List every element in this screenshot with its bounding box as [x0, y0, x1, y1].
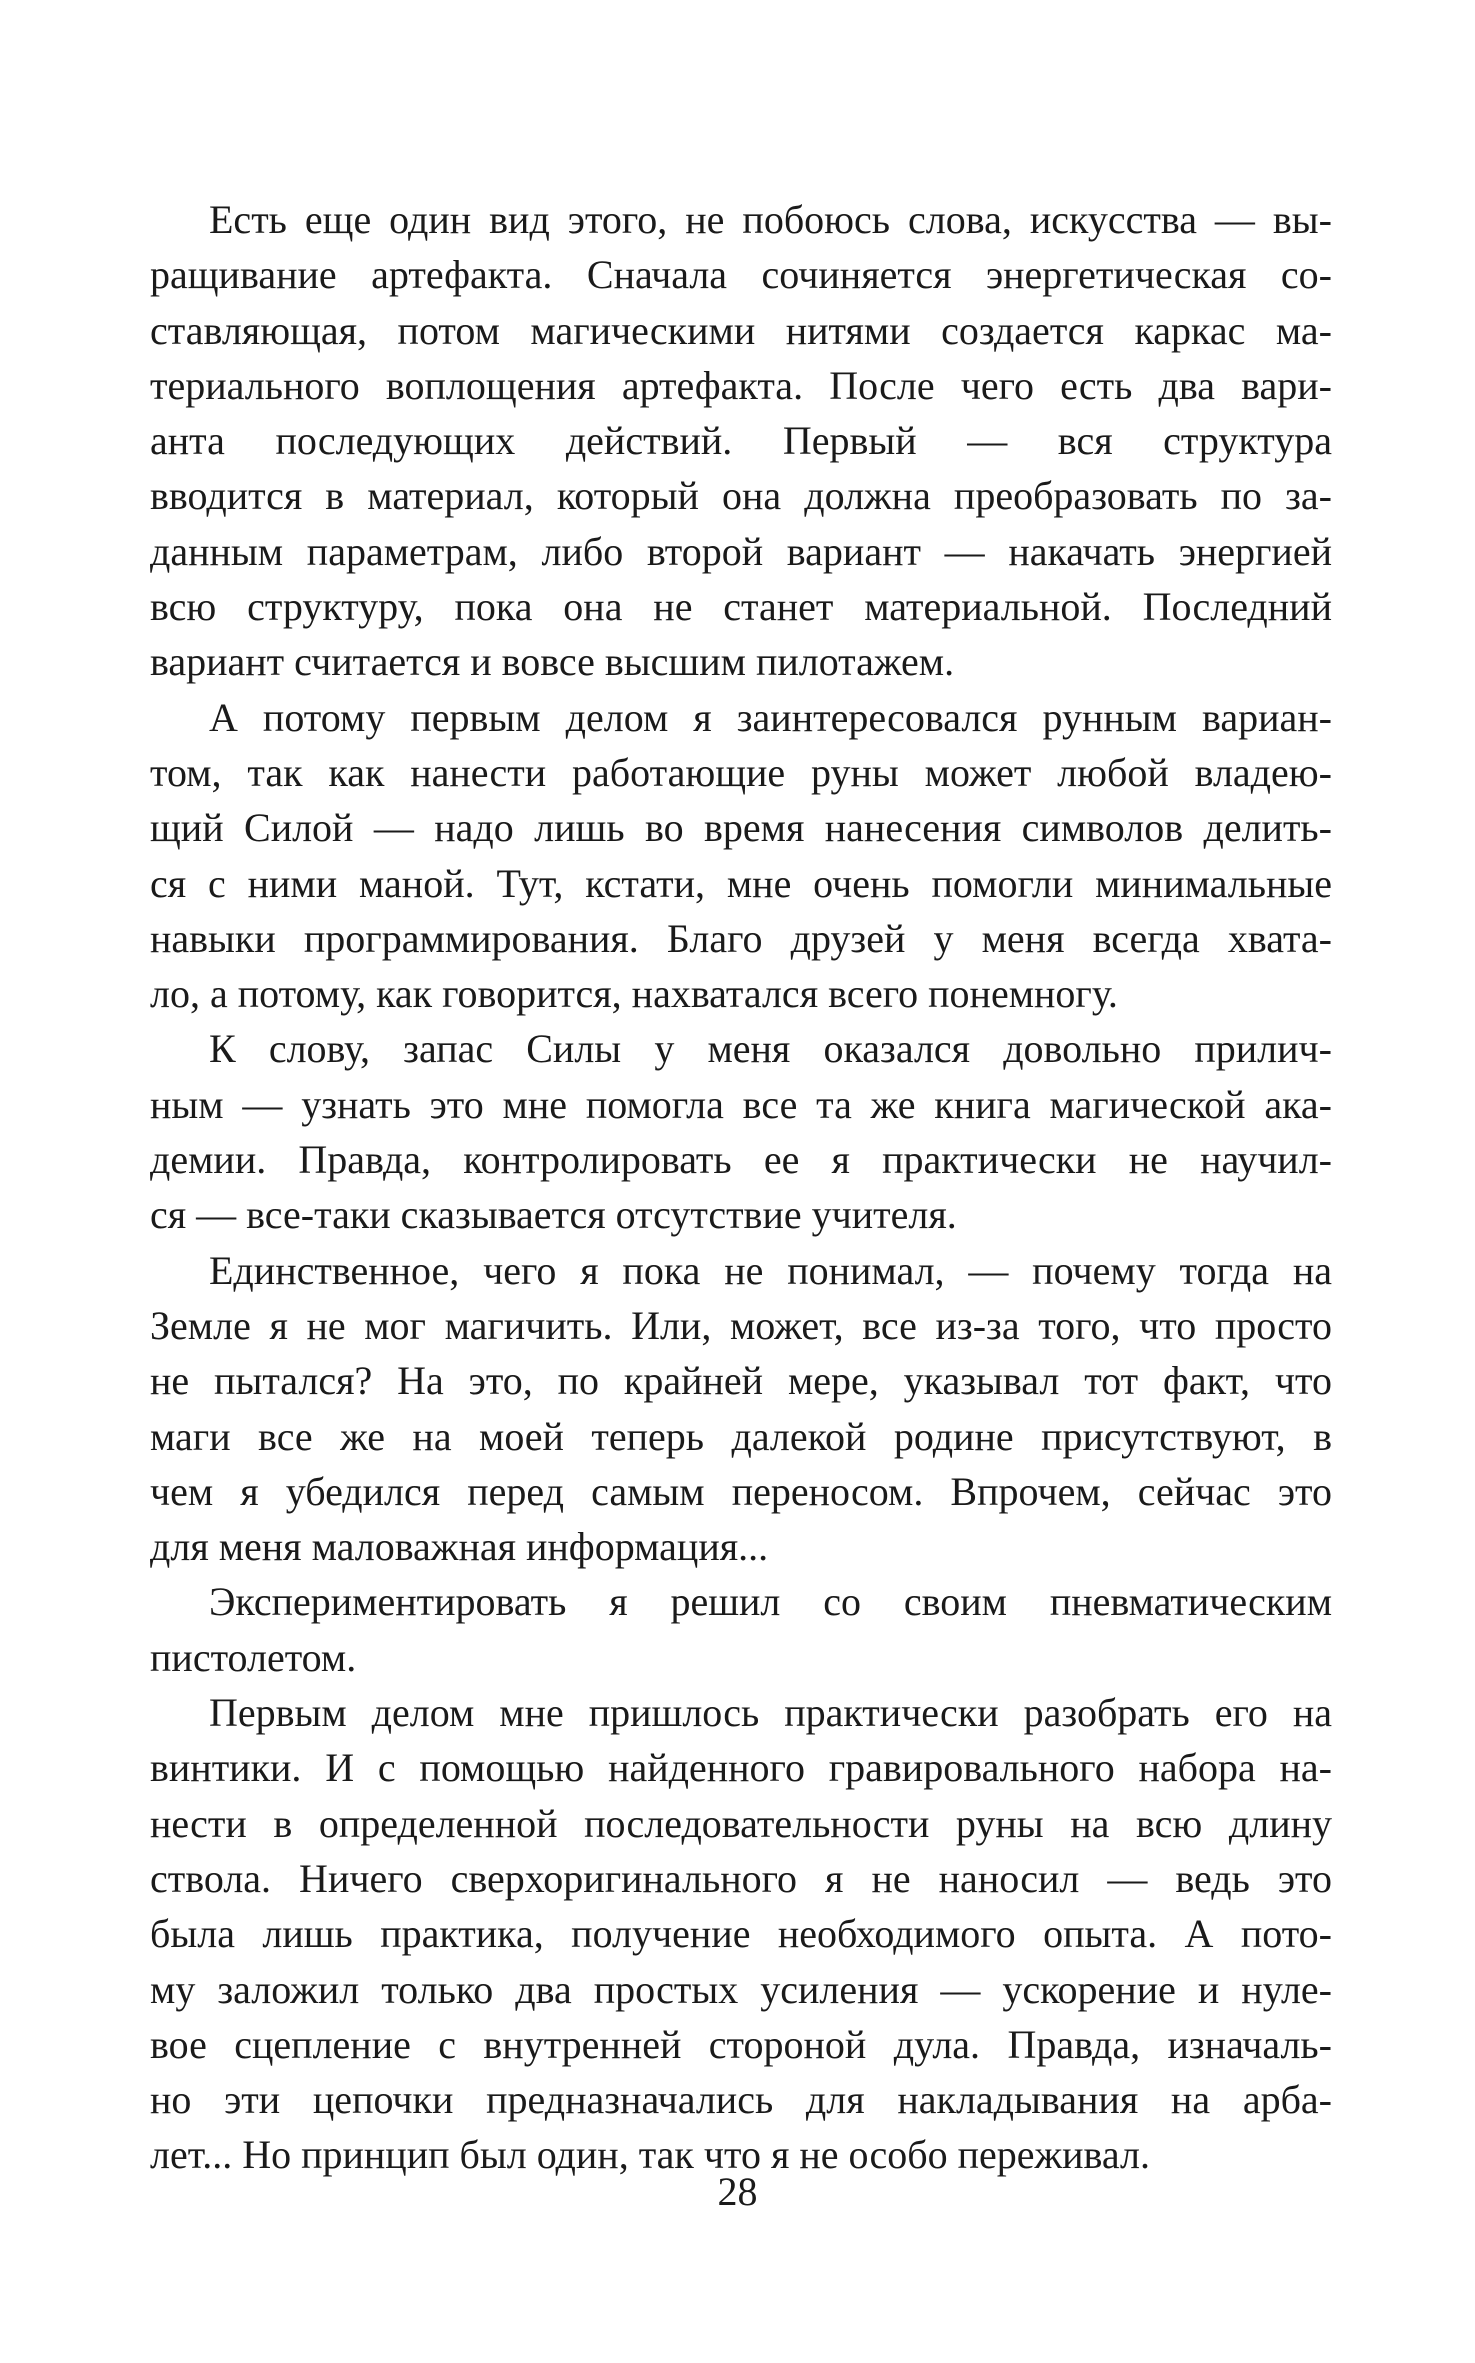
- text-line: щий Силой — надо лишь во время нанесения символов делить-: [150, 805, 1332, 851]
- text-line: данным параметрам, либо второй вариант — накачать энергией: [150, 528, 1332, 574]
- text-line: но эти цепочки предназначались для накладывания на арба-: [150, 2077, 1332, 2123]
- text-line: была лишь практика, получение необходимого опыта. А пото-: [150, 1911, 1332, 1957]
- text-line: Единственное, чего я пока не понимал, — почему тогда на: [209, 1247, 1332, 1293]
- text-line: всю структуру, пока она не станет материальной. Последний: [150, 584, 1332, 630]
- text-line: анта последующих действий. Первый — вся структура: [150, 418, 1332, 464]
- text-line: ставляющая, потом магическими нитями создается каркас ма-: [150, 307, 1332, 353]
- text-line: том, так как нанести работающие руны может любой владею-: [150, 749, 1332, 795]
- text-line: нести в определенной последовательности руны на всю длину: [150, 1800, 1332, 1846]
- text-line: навыки программирования. Благо друзей у меня всегда хвата-: [150, 915, 1332, 961]
- text-line: Есть еще один вид этого, не побоюсь слова, искусства — вы-: [209, 197, 1332, 242]
- body-text: [150, 192, 1332, 2183]
- text-line: винтики. И с помощью найденного гравировального набора на-: [150, 1745, 1332, 1791]
- text-line: не пытался? На это, по крайней мере, указывал тот факт, что: [150, 1358, 1332, 1404]
- text-line: ным — узнать это мне помогла все та же книга магической ака-: [150, 1081, 1332, 1127]
- text-line: Земле я не мог магичить. Или, может, все из-за того, что просто: [150, 1302, 1332, 1348]
- text-line: ращивание артефакта. Сначала сочиняется энергетическая со-: [150, 252, 1332, 298]
- text-line: лет... Но принцип был один, так что я не особо переживал.: [150, 2132, 1150, 2178]
- text-line: ствола. Ничего сверхоригинального я не наносил — ведь это: [150, 1855, 1332, 1901]
- text-line: А потому первым делом я заинтересовался рунным вариан-: [209, 694, 1332, 740]
- text-line: вариант считается и вовсе высшим пилотажем.: [150, 639, 955, 685]
- text-line: ло, а потому, как говорится, нахватался всего понемногу.: [150, 971, 1118, 1017]
- page-number: 28: [717, 2169, 758, 2214]
- text-line: му заложил только два простых усиления — ускорение и нуле-: [150, 1966, 1332, 2012]
- text-line: вое сцепление с внутренней стороной дула. Правда, изначаль-: [150, 2021, 1332, 2067]
- text-line: чем я убедился перед самым переносом. Впрочем, сейчас это: [150, 1468, 1332, 1514]
- text-line: демии. Правда, контролировать ее я практически не научил-: [150, 1137, 1332, 1183]
- text-line: териального воплощения артефакта. После чего есть два вари-: [150, 362, 1332, 408]
- text-line: Первым делом мне пришлось практически разобрать его на: [209, 1690, 1332, 1736]
- text-line: маги все же на моей теперь далекой родине присутствуют, в: [150, 1413, 1332, 1459]
- text-line: для меня маловажная информация...: [150, 1524, 769, 1570]
- text-line: ся с ними маной. Тут, кстати, мне очень помогли минимальные: [150, 860, 1332, 906]
- text-line: вводится в материал, который она должна преобразовать по за-: [150, 473, 1332, 519]
- text-line: Экспериментировать я решил со своим пневматическим: [209, 1579, 1332, 1625]
- text-line: пистолетом.: [150, 1634, 357, 1680]
- text-line: К слову, запас Силы у меня оказался довольно прилич-: [209, 1026, 1332, 1072]
- text-line: ся — все-таки сказывается отсутствие учителя.: [150, 1192, 957, 1238]
